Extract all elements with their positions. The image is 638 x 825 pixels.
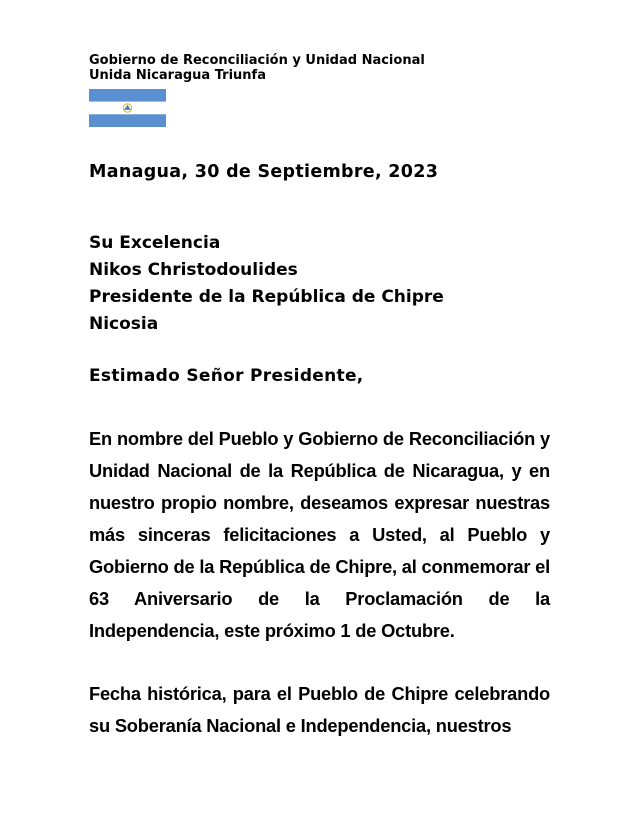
addressee-name: Nikos Christodoulides [89,260,298,280]
body-paragraph: En nombre del Pueblo y Gobierno de Reconciliación y Unidad Nacional de la República de Nicaragua, y en nuestro propio nombre, deseamos expresar nuestras más sinceras felicitaciones a Usted, al Pueblo y Gobierno de la República de Chipre, al conmemorar el 63 Aniversario de la Proclamación de la Independencia, este próximo 1 de Octubre. [89,428,550,641]
nicaragua-flag-icon [89,89,166,127]
letterhead-slogan: Unida Nicaragua Triunfa [89,68,266,83]
addressee-honorific: Su Excelencia [89,233,221,253]
addressee-title: Presidente de la República de Chipre [89,287,444,307]
letterhead-government-name: Gobierno de Reconciliación y Unidad Nacional [89,53,425,68]
letterhead [89,53,425,83]
salutation: Estimado Señor Presidente, [89,366,364,386]
letter-date: Managua, 30 de Septiembre, 2023 [89,162,439,182]
addressee-block [89,230,444,338]
body-paragraph: Fecha histórica, para el Pueblo de Chipre celebrando su Soberanía Nacional e Independencia, nuestros [89,683,550,736]
addressee-city: Nicosia [89,314,159,334]
